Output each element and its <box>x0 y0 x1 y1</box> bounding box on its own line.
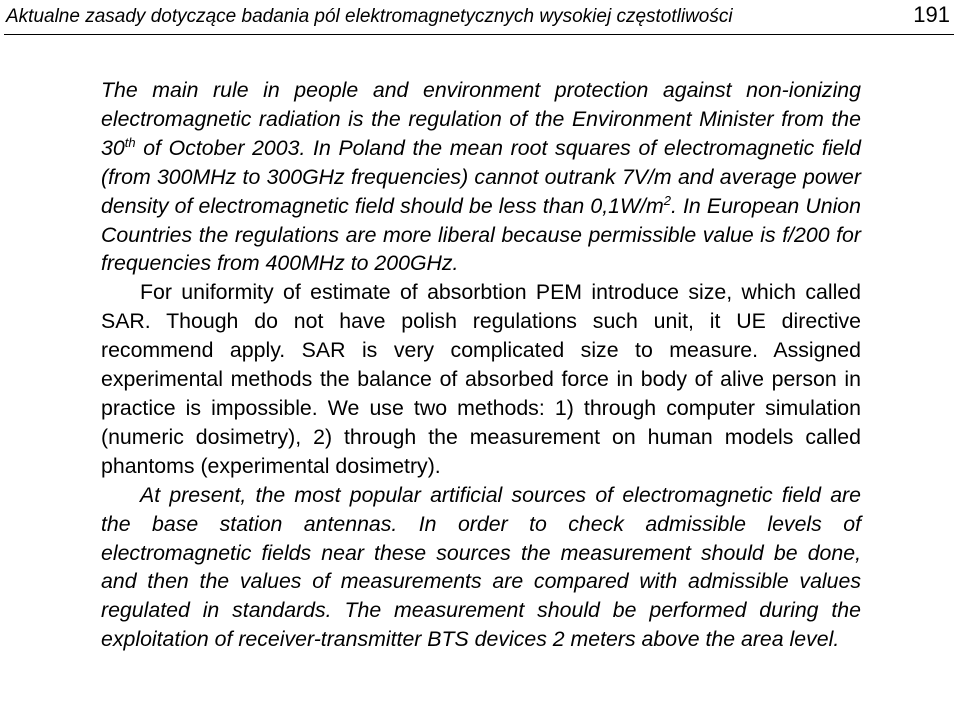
paragraph-regulations-text-b: of October 2003. In Poland the mean root squares of electromagnetic field (from 300MHz to 300GHz frequencies) cannot outrank 7V/m and average power density of electromagnetic field should be less than 0,1W/m <box>101 135 861 218</box>
paragraph-regulations-text-c: . In European Union Countries the regulations are more liberal because permissible value is f/200 for frequencies from 400MHz to 200GHz. <box>101 193 861 276</box>
running-header <box>4 0 954 35</box>
superscript-th: th <box>124 134 136 150</box>
paragraph-regulations <box>101 76 861 278</box>
body-text <box>101 76 861 654</box>
paragraph-sar: For uniformity of estimate of absorbtion PEM introduce size, which called SAR. Though do not have polish regulations such unit, it UE directive recommend apply. SAR is very complicated size to measure. Assigned experimental methods the balance of absorbed force in body of alive person in practice is impossible. We use two methods: 1) through computer simulation (numeric dosimetry), 2) through the measurement on human models called phantoms (experimental dosimetry). <box>101 280 861 478</box>
page-number: 191 <box>913 2 950 27</box>
paragraph-regulations-text-a: The main rule in people and environment protection against non-ionizing electromagnetic radiation is the regulation of the Environment Minister from the 30 <box>101 78 861 160</box>
running-header-title: Aktualne zasady dotyczące badania pól elektromagnetycznych wysokiej częstotliwości <box>6 6 733 27</box>
superscript-squared: 2 <box>663 192 671 208</box>
paragraph-base-stations: At present, the most popular artificial sources of electromagnetic field are the base station antennas. In order to check admissible levels of electromagnetic fields near these sources the measurement should be done, and then the values of measurements are compared with admissible values regulated in standards. The measurement should be performed during the exploitation of receiver-transmitter BTS devices 2 meters above the area level. <box>101 482 861 652</box>
